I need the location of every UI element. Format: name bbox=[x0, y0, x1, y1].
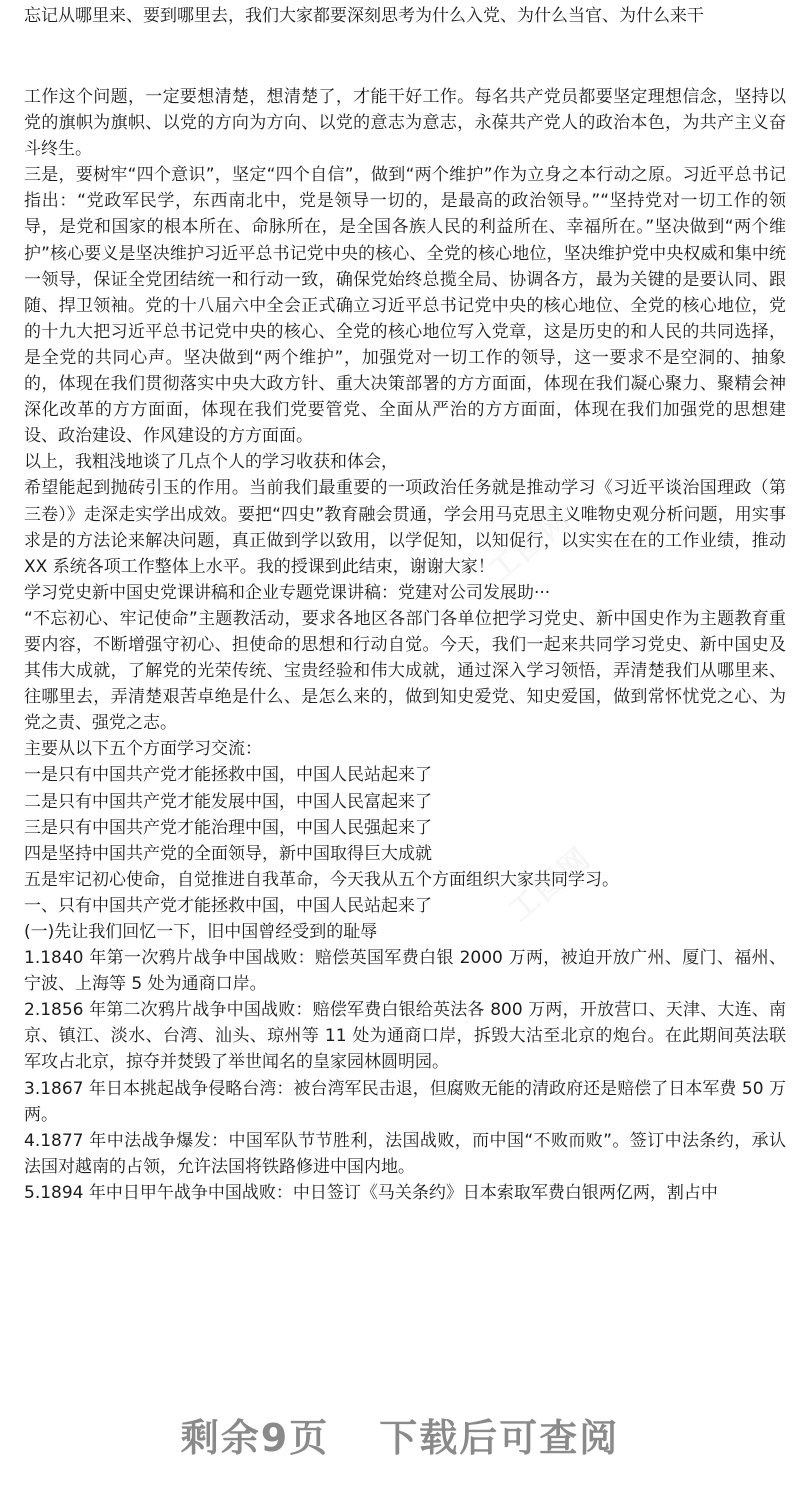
download-to-view-label[interactable]: 下载后可查阅 bbox=[379, 1415, 620, 1460]
download-banner[interactable] bbox=[0, 1408, 800, 1460]
continuation-line: 忘记从哪里来、要到哪里去，我们大家都要深刻思考为什么入党、为什么当官、为什么来干 bbox=[24, 6, 704, 26]
paragraph: 以上，我粗浅地谈了几点个人的学习收获和体会， bbox=[24, 452, 398, 473]
history-item: 2.1856 年第二次鸦片战争中国战败：赔偿军费白银给英法各 800 万两，开放营口、天津、大连、南京、镇江、淡水、台湾、汕头、琼州等 11 处为通商口岸，拆毁大沽至北京的炮台。在此期间英法联军攻占北京，掠夺并焚毁了举世闻名的皇家园林圆明园。 bbox=[24, 1000, 787, 1073]
subsection-heading: (一)先让我们回忆一下，旧中国曾经受到的耻辱 bbox=[24, 922, 378, 942]
paragraph: 学习党史新中国史党课讲稿和企业专题党课讲稿：党建对公司发展助··· bbox=[24, 582, 551, 603]
paragraph: “不忘初心、牢记使命”主题教活动，要求各地区各部门各单位把学习党史、新中国史作为主题教育重要内容，不断增强守初心、担使命的思想和行动自觉。今天，我们一起来共同学习党史、新中国史及其伟大成就，了解党的光荣传统、宝贵经验和伟大成就，通过深入学习领悟，弄清楚我们从哪里来、往哪里去，弄清楚艰苦卓绝是什么、是怎么来的，做到知史爱党、知史爱国，做到常怀忧党之心、为党之责、强党之志。 bbox=[24, 608, 786, 734]
paragraph: 希望能起到抛砖引玉的作用。当前我们最重要的一项政治任务就是推动学习《习近平谈治国理政（第三卷）》走深走实学出成效。要把“四史”教育融会贯通，学会用马克思主义唯物史观分析问题，用实事求是的方法论来解决问题，真正做到学以致用，以学促知，以知促行，以实实在在的工作业绩，推动 XX 系统各项工作整体上水平。我的授课到此结束，谢谢大家！ bbox=[24, 478, 786, 577]
list-item: 一是只有中国共产党才能拯救中国，中国人民站起来了 bbox=[24, 765, 432, 786]
remaining-pages-label: 剩余9页 bbox=[180, 1415, 330, 1460]
list-item: 五是牢记初心使命，自觉推进自我革命，今天我从五个方面组织大家共同学习。 bbox=[24, 869, 619, 890]
history-item: 3.1867 年日本挑起战争侵略台湾：被台湾军民击退，但腐败无能的清政府还是赔偿了日本军费 50 万两。 bbox=[24, 1078, 786, 1125]
section-heading: 一、只有中国共产党才能拯救中国，中国人民站起来了 bbox=[24, 895, 432, 916]
list-item: 三是只有中国共产党才能治理中国，中国人民强起来了 bbox=[24, 817, 432, 838]
document-body bbox=[24, 84, 786, 1206]
history-item: 1.1840 年第一次鸦片战争中国战败：赔偿英国军费白银 2000 万两，被迫开放广州、厦门、福州、宁波、上海等 5 处为通商口岸。 bbox=[24, 948, 786, 995]
paragraph: 三是，要树牢“四个意识”，坚定“四个自信”，做到“两个维护”作为立身之本行动之原。习近平总书记指出：“党政军民学，东西南北中，党是领导一切的，是最高的政治领导。”“坚持党对一切工作的领导，是党和国家的根本所在、命脉所在，是全国各族人民的利益所在、幸福所在。”坚决做到“两个维护”核心要义是坚决维护习近平总书记党中央的核心、全党的核心地位，坚决维护党中央权威和集中统一领导，保证全党团结统一和行动一致，确保党始终总揽全局、协调各方，最为关键的是要认同、跟随、捍卫领袖。党的十八届六中全会正式确立习近平总书记党中央的核心地位、全党的核心地位，党的十九大把习近平总书记党中央的核心、全党的核心地位写入党章，这是历史的和人民的共同选择，是全党的共同心声。坚决做到“两个维护”，加强党对一切工作的领导，这一要求不是空洞的、抽象的，体现在我们贯彻落实中央大政方针、重大决策部署的方方面面，体现在我们凝心聚力、聚精会神深化改革的方方面面，体现在我们党要管党、全面从严治的方方面面，体现在我们加强党的思想建设、政治建设、作风建设的方方面面。 bbox=[24, 165, 786, 447]
list-heading: 主要从以下五个方面学习交流： bbox=[24, 739, 262, 760]
history-item: 5.1894 年中日甲午战争中国战败：中日签订《马关条约》日本索取军费白银两亿两，割占中 bbox=[24, 1182, 718, 1203]
list-item: 四是坚持中国共产党的全面领导，新中国取得巨大成就 bbox=[24, 843, 432, 864]
paragraph: 工作这个问题，一定要想清楚，想清楚了，才能干好工作。每名共产党员都要坚定理想信念，坚持以党的旗帜为旗帜、以党的方向为方向、以党的意志为意志，永葆共产党人的政治本色，为共产主义奋斗终生。 bbox=[24, 87, 786, 160]
list-item: 二是只有中国共产党才能发展中国，中国人民富起来了 bbox=[24, 791, 432, 812]
history-item: 4.1877 年中法战争爆发：中国军队节节胜利，法国战败，而中国“不败而败”。签订中法条约，承认法国对越南的占领，允许法国将铁路修进中国内地。 bbox=[24, 1130, 786, 1177]
